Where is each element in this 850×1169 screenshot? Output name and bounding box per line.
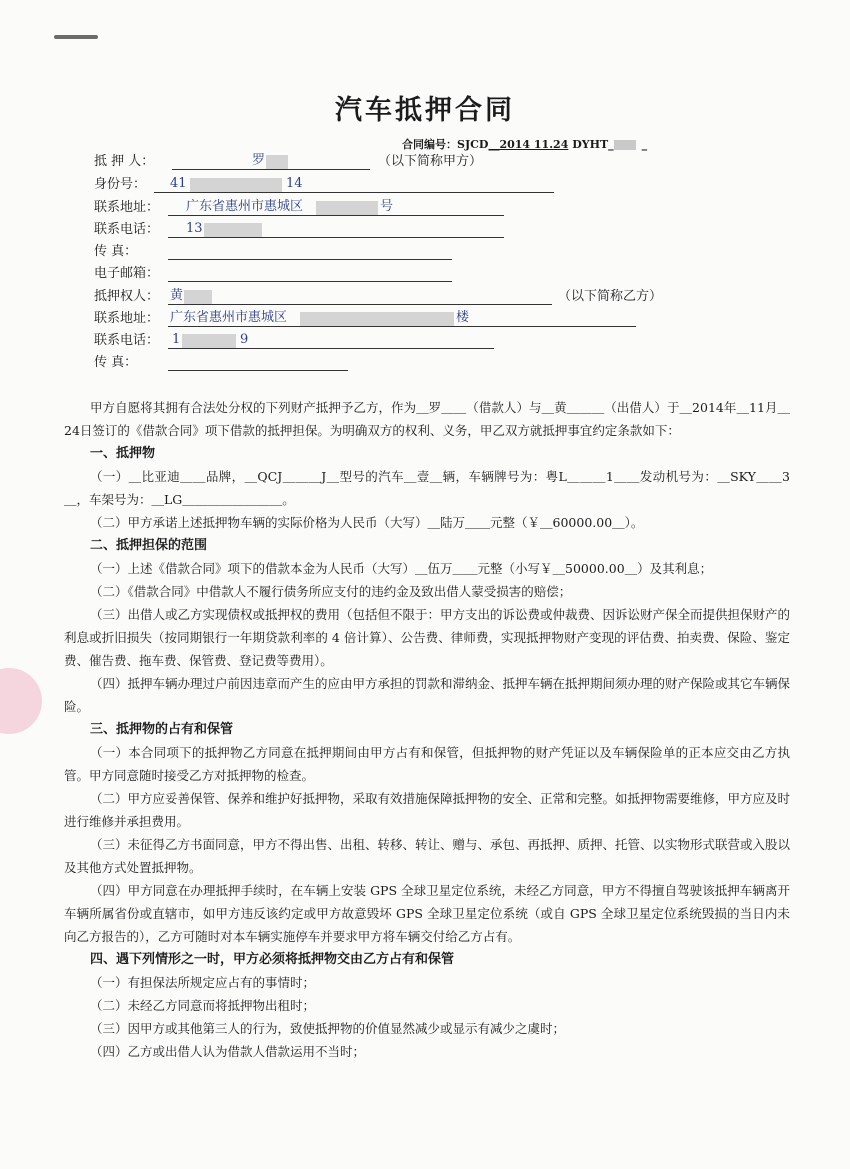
body-paragraph: 甲方自愿将其拥有合法处分权的下列财产抵押予乙方，作为＿罗＿＿（借款人）与＿黄＿＿＿（出借人）于＿2014年＿11月＿24日签订的《借款合同》项下借款的抵押担保。为明确双方的权利、义务，甲乙双方就抵押事宜约定条款如下：	[64, 400, 790, 438]
body-paragraph: （二）未经乙方同意而将抵押物出租时；	[90, 998, 316, 1013]
redacted	[300, 312, 454, 326]
section-heading: 二、抵押担保的范围	[90, 538, 208, 553]
section-heading: 一、抵押物	[90, 446, 156, 461]
body-paragraph: （二）《借款合同》中借款人不履行债务所应支付的违约金及致出借人蒙受损害的赔偿；	[90, 584, 572, 599]
body-paragraph: （四）乙方或出借人认为借款人借款运用不当时；	[90, 1044, 366, 1059]
body-paragraph: （一）上述《借款合同》项下的借款本金为人民币（大写）＿伍万＿＿元整（小写￥＿50000.00＿）及其利息；	[90, 561, 713, 576]
redacted	[184, 290, 212, 304]
contract-body	[64, 396, 790, 1063]
pen-mark	[54, 35, 98, 39]
body-paragraph: （一）本合同项下的抵押物乙方同意在抵押期间由甲方占有和保管，但抵押物的财产凭证以及车辆保险单的正本应交由乙方执管。甲方同意随时接受乙方对抵押物的检查。	[64, 745, 790, 783]
redacted	[182, 334, 236, 348]
body-paragraph: （三）未征得乙方书面同意，甲方不得出售、出租、转移、转让、赠与、承包、再抵押、质押、托管、以实物形式联营或入股以及其他方式处置抵押物。	[64, 837, 791, 875]
body-paragraph: （一）有担保法所规定应占有的事情时；	[90, 975, 316, 990]
body-paragraph: （四）抵押车辆办理过户前因违章而产生的应由甲方承担的罚款和滞纳金、抵押车辆在抵押期间须办理的财产保险或其它车辆保险。	[64, 676, 791, 714]
body-paragraph: （三）因甲方或其他第三人的行为，致使抵押物的价值显然减少或显示有减少之虞时；	[90, 1021, 566, 1036]
section-heading: 四、遇下列情形之一时，甲方必须将抵押物交由乙方占有和保管	[90, 952, 455, 967]
section-heading: 三、抵押物的占有和保管	[90, 722, 234, 737]
body-paragraph: （四）甲方同意在办理抵押手续时，在车辆上安装 GPS 全球卫星定位系统，未经乙方同意，甲方不得擅自驾驶该抵押车辆离开车辆所属省份或直辖市，如甲方违反该约定或甲方故意毁坏 GPS 全球卫星定位系统（或自 GPS 全球卫星定位系统毁损的当日内未向乙方报告的），乙方可随时对本车辆实施停车并要求甲方将车辆交付给乙方占有。	[64, 883, 790, 944]
contract-number: 合同编号：SJCD__2014 11.24 DYHT_ _	[402, 138, 648, 151]
document-title: 汽车抵押合同	[335, 95, 515, 126]
body-paragraph: （三）出借人或乙方实现债权或抵押权的费用（包括但不限于：甲方支出的诉讼费或仲裁费、因诉讼财产保全而提供担保财产的利息或折旧损失（按同期银行一年期贷款利率的 4 倍计算）、公告费、律师费，实现抵押物财产变现的评估费、拍卖费、保险、鉴定费、催告费、拖车费、保管费、登记费等费用）。	[64, 607, 791, 668]
redacted	[614, 140, 636, 150]
red-stain	[0, 668, 42, 734]
body-paragraph: （二）甲方应妥善保管、保养和维护好抵押物，采取有效措施保障抵押物的安全、正常和完整。如抵押物需要维修，甲方应及时进行维修并承担费用。	[64, 791, 791, 829]
redacted	[204, 223, 262, 237]
body-paragraph: （一）＿比亚迪＿＿品牌，＿QCJ＿＿＿J＿型号的汽车＿壹＿辆，车辆牌号为：粤L＿＿＿1＿＿发动机号为：＿SKY＿＿3＿，车架号为：＿LG＿＿＿＿＿＿＿＿。	[64, 469, 790, 507]
document-page: 汽车抵押合同 合同编号：SJCD__2014 11.24 DYHT_ _ 抵 押 人： 罗 （以下简称甲方） 身份号： 41 14 联系地址： 广东省惠州市惠城区 号 联系电话： 13 传 真： 电子邮箱： 抵押权人： 黄 （以下简称乙方） 联系地址： 广东省惠州市惠城区 楼 联系电话： 1 9 传 真： 甲方自愿将其拥有合法处分权的下列财产抵押予乙方，作为＿罗＿＿（借款人）与＿黄＿＿＿（出借人）于＿2014年＿11月＿24日签订的《借款合同》项下借款的抵押担保。为明确双方的权利、义务，甲乙双方就抵押事宜约定条款如下： 一、抵押物 （一）＿比亚迪＿＿品牌，＿QCJ＿＿＿J＿型号的汽车＿壹＿辆，车辆牌号为：粤L＿＿＿1＿＿发动机号为：＿SKY＿＿3＿，车架号为：＿LG＿＿＿＿＿＿＿＿。 （二）甲方承诺上述抵押物车辆的实际价格为人民币（大写）＿陆万＿＿元整（￥＿60000.00＿）。 二、抵押担保的范围 （一）上述《借款合同》项下的借款本金为人民币（大写）＿伍万＿＿元整（小写￥＿50000.00＿）及其利息； （二）《借款合同》中借款人不履行债务所应支付的违约金及致出借人蒙受损害的赔偿； （三）出借人或乙方实现债权或抵押权的费用（包括但不限于：甲方支出的诉讼费或仲裁费、因诉讼财产保全而提供担保财产的利息或折旧损失（按同期银行一年期贷款利率的 4 倍计算）、公告费、律师费，实现抵押物财产变现的评估费、拍卖费、保险、鉴定费、催告费、拖车费、保管费、登记费等费用）。 （四）抵押车辆办理过户前因违章而产生的应由甲方承担的罚款和滞纳金、抵押车辆在抵押期间须办理的财产保险或其它车辆保险。 三、抵押物的占有和保管 （一）本合同项下的抵押物乙方同意在抵押期间由甲方占有和保管，但抵押物的财产凭证以及车辆保险单的正本应交由乙方执管。甲方同意随时接受乙方对抵押物的检查。 （二）甲方应妥善保管、保养和维护好抵押物，采取有效措施保障抵押物的安全、正常和完整。如抵押物需要维修，甲方应及时进行维修并承担费用。 （三）未征得乙方书面同意，甲方不得出售、出租、转移、转让、赠与、承包、再抵押、质押、托管、以实物形式联营或入股以及其他方式处置抵押物。 （四）甲方同意在办理抵押手续时，在车辆上安装 GPS 全球卫星定位系统，未经乙方同意，甲方不得擅自驾驶该抵押车辆离开车辆所属省份或直辖市，如甲方违反该约定或甲方故意毁坏 GPS 全球卫星定位系统（或自 GPS 全球卫星定位系统毁损的当日内未向乙方报告的），乙方可随时对本车辆实施停车并要求甲方将车辆交付给乙方占有。 四、遇下列情形之一时，甲方必须将抵押物交由乙方占有和保管 （一）有担保法所规定应占有的事情时； （二）未经乙方同意而将抵押物出租时； （三）因甲方或其他第三人的行为，致使抵押物的价值显然减少或显示有减少之虞时； （四）乙方或出借人认为借款人借款运用不当时；	[0, 0, 850, 1169]
redacted	[316, 201, 378, 215]
redacted	[266, 155, 288, 169]
redacted	[190, 178, 282, 192]
body-paragraph: （二）甲方承诺上述抵押物车辆的实际价格为人民币（大写）＿陆万＿＿元整（￥＿60000.00＿）。	[90, 515, 644, 530]
